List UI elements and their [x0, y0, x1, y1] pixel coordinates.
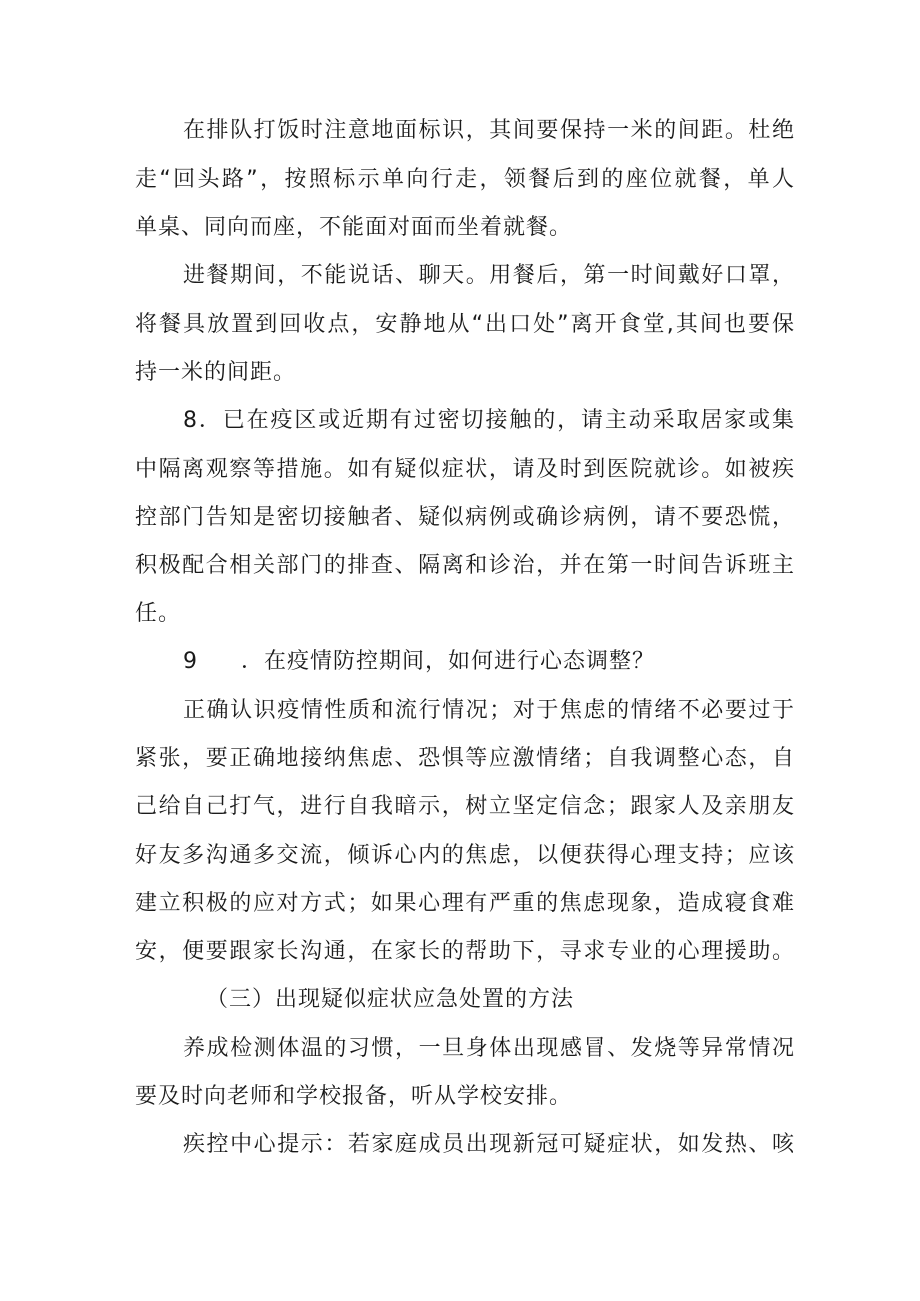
paragraph-2-line-3: 持一米的间距。 [135, 360, 297, 385]
paragraph-3-line-2: 中隔离观察等措施。如有疑似症状，请及时到医院就诊。如被疾 [135, 457, 795, 482]
paragraph-4-question [183, 642, 795, 682]
paragraph-7-line-2: 要及时向老师和学校报备，听从学校安排。 [135, 1084, 573, 1109]
item-number: 9 [183, 649, 198, 674]
paragraph-1-line-2: 走“回头路”，按照标示单向行走，领餐后到的座位就餐，单人 [135, 167, 795, 192]
paragraph-5-line-5: 建立积极的应对方式；如果心理有严重的焦虑现象，造成寝食难 [135, 891, 795, 916]
paragraph-7-line-1: 养成检测体温的习惯，一旦身体出现感冒、发烧等异常情况 [183, 1036, 795, 1061]
item-text: ．在疫情防控期间，如何进行心态调整？ [241, 649, 656, 674]
paragraph-2-line-2: 将餐具放置到回收点，安静地从“出口处”离开食堂,其间也要保 [135, 312, 795, 337]
paragraph-1-line-3: 单桌、同向而座，不能面对面而坐着就餐。 [135, 215, 573, 240]
paragraph-3-line-1: 8．已在疫区或近期有过密切接触的，请主动采取居家或集 [183, 408, 795, 433]
paragraph-3-line-4: 积极配合相关部门的排查、隔离和诊治，并在第一时间告诉班主 [135, 553, 795, 578]
paragraph-5-line-2: 紧张，要正确地接纳焦虑、恐惧等应激情绪；自我调整心态，自 [135, 746, 795, 771]
paragraph-5-line-3: 己给自己打气，进行自我暗示，树立坚定信念；跟家人及亲朋友 [135, 794, 795, 819]
paragraph-5-line-4: 好友多沟通多交流，倾诉心内的焦虑，以便获得心理支持；应该 [135, 843, 795, 868]
paragraph-3-line-3: 控部门告知是密切接触者、疑似病例或确诊病例，请不要恐慌， [135, 505, 795, 530]
paragraph-3-line-5: 任。 [135, 601, 182, 626]
paragraph-1-line-1: 在排队打饭时注意地面标识，其间要保持一米的间距。杜绝 [183, 118, 795, 143]
paragraph-5-line-6: 安，便要跟家长沟通，在家长的帮助下，寻求专业的心理援助。 [135, 939, 795, 964]
section-heading: （三）出现疑似症状应急处置的方法 [206, 987, 575, 1012]
paragraph-8-line-1: 疾控中心提示：若家庭成员出现新冠可疑症状，如发热、咳 [183, 1132, 795, 1157]
paragraph-2-line-1: 进餐期间，不能说话、聊天。用餐后，第一时间戴好口罩， [183, 263, 795, 288]
paragraph-5-line-1: 正确认识疫情性质和流行情况；对于焦虑的情绪不必要过于 [183, 698, 795, 723]
